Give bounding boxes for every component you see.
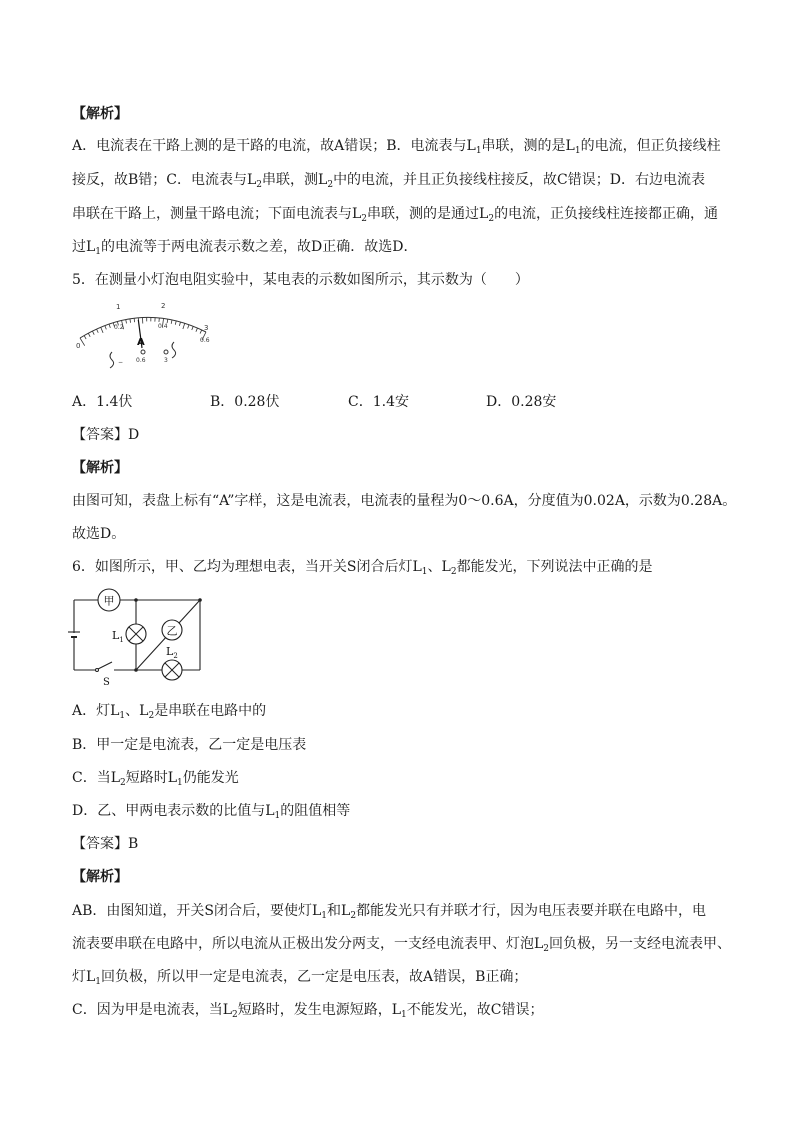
q6-option-d: D．乙、甲两电表示数的比值与$L_1$的阻值相等 xyxy=(72,803,351,821)
ammeter-dial-figure xyxy=(70,298,220,370)
dial-tick xyxy=(188,325,189,329)
q4-analysis-line-2: 接反，故B错；C．电流表与$L_2$串联，测$L_2$中的电流，并且正负接线柱接反，故C错误；D．右边电流表 xyxy=(72,172,705,190)
q4-analysis-line-1: A．电流表在干路上测的是干路的电流，故A错误；B．电流表与$L_1$串联，测的是$L_1$的电流，但正负接线柱 xyxy=(72,138,721,156)
q4-analysis-heading: 【解析】 xyxy=(72,106,128,122)
q5-answer: 【答案】D xyxy=(72,427,140,443)
dial-tick xyxy=(109,324,110,328)
lamp-l1-label: $L_1$ xyxy=(112,629,124,644)
dial-label-3: 3 xyxy=(204,324,209,332)
terminal-wire-left xyxy=(110,352,114,368)
dial-tick xyxy=(200,330,202,334)
dial-tick xyxy=(175,321,176,325)
dial-sublabel-02: 0.2 xyxy=(114,324,124,331)
q6-option-a: A．灯$L_1$、$L_2$是串联在电路中的 xyxy=(72,703,267,721)
dial-tick xyxy=(88,333,90,337)
dial-sublabel-06: 0.6 xyxy=(200,337,210,344)
dial-sublabel-04: 0.4 xyxy=(158,323,168,330)
dial-tick xyxy=(183,323,185,329)
dial-tick xyxy=(130,319,131,323)
dial-tick xyxy=(84,336,86,339)
terminal-3-post xyxy=(164,350,168,354)
dial-tick xyxy=(126,320,127,324)
q4-analysis-line-4: 过$L_1$的电流等于两电流表示数之差，故D正确．故选D． xyxy=(72,239,418,257)
q5-option-a: A．1.4伏 xyxy=(72,394,133,410)
q5-analysis-line-2: 故选D。 xyxy=(72,526,126,542)
q6-analysis-heading: 【解析】 xyxy=(72,869,128,885)
meter-jia-label: 甲 xyxy=(103,594,115,608)
dial-tick xyxy=(80,338,85,346)
circuit-diagram xyxy=(66,588,211,686)
q5-option-d: D．0.28安 xyxy=(486,394,557,410)
terminal-3: 3 xyxy=(164,357,168,364)
q6-analysis-c: C．因为甲是电流表，当$L_2$短路时，发生电源短路，$L_1$不能发光，故C错误； xyxy=(72,1002,544,1020)
switch-label: S xyxy=(103,677,110,686)
q5-stem: 5．在测量小灯泡电阻实验中，某电表的示数如图所示，其示数为（ ） xyxy=(72,272,529,288)
q5-option-c: C．1.4安 xyxy=(348,394,409,410)
q6-option-c: C．当$L_2$短路时$L_1$仍能发光 xyxy=(72,770,239,788)
q4-analysis-line-3: 串联在干路上，测量干路电流；下面电流表与$L_2$串联，测的是通过$L_2$的电流，正负接线柱连接都正确，通 xyxy=(72,206,719,224)
dial-tick xyxy=(105,326,106,330)
q5-option-b: B．0.28伏 xyxy=(210,394,280,410)
dial-label-0: 0 xyxy=(76,342,81,350)
dial-unit: A xyxy=(137,337,145,348)
lamp-l2-label: $L_2$ xyxy=(166,645,178,660)
q5-analysis-line-1: 由图可知，表盘上标有“A”字样，这是电流表，电流表的量程为0～0.6A，分度值为0.02A，示数为0.28A。 xyxy=(72,493,737,509)
junction-top-right xyxy=(198,598,202,602)
q5-analysis-heading: 【解析】 xyxy=(72,460,128,476)
q6-analysis-ab-line-1: AB．由图知道，开关S闭合后，要使灯$L_1$和$L_2$都能发光只有并联才行，因为电压表要并联在电路中，电 xyxy=(72,903,707,921)
dial-tick xyxy=(97,329,99,333)
terminal-wire-right xyxy=(172,342,176,358)
q6-option-b: B．甲一定是电流表，乙一定是电压表 xyxy=(72,737,307,753)
dial-label-1: 1 xyxy=(116,303,121,311)
dial-tick xyxy=(196,328,198,332)
meter-yi-label: 乙 xyxy=(166,624,178,638)
dial-tick xyxy=(171,320,172,324)
dial-label-2: 2 xyxy=(161,302,166,310)
q6-analysis-ab-line-3: 灯$L_1$回负极，所以甲一定是电流表，乙一定是电压表，故A错误，B正确； xyxy=(72,969,528,987)
switch-blade xyxy=(98,662,112,669)
junction-top xyxy=(134,598,138,602)
terminal-06-post xyxy=(141,350,145,354)
junction-bottom xyxy=(134,668,138,672)
q6-answer: 【答案】B xyxy=(72,836,139,852)
dial-tick xyxy=(92,331,94,335)
terminal-06: 0.6 xyxy=(136,357,146,364)
dial-tick xyxy=(192,326,193,330)
q6-analysis-ab-line-2: 流表要串联在电路中，所以电流从正极出发分两支，一支经电流表甲、灯泡$L_2$回负极，另一支经电流表甲、 xyxy=(72,936,732,954)
dial-tick xyxy=(179,322,180,326)
q6-stem: 6．如图所示，甲、乙均为理想电表，当开关S闭合后灯$L_1$、$L_2$都能发光，下列说法中正确的是 xyxy=(72,559,653,577)
terminal-minus: − xyxy=(118,359,124,366)
dial-tick xyxy=(101,327,103,333)
